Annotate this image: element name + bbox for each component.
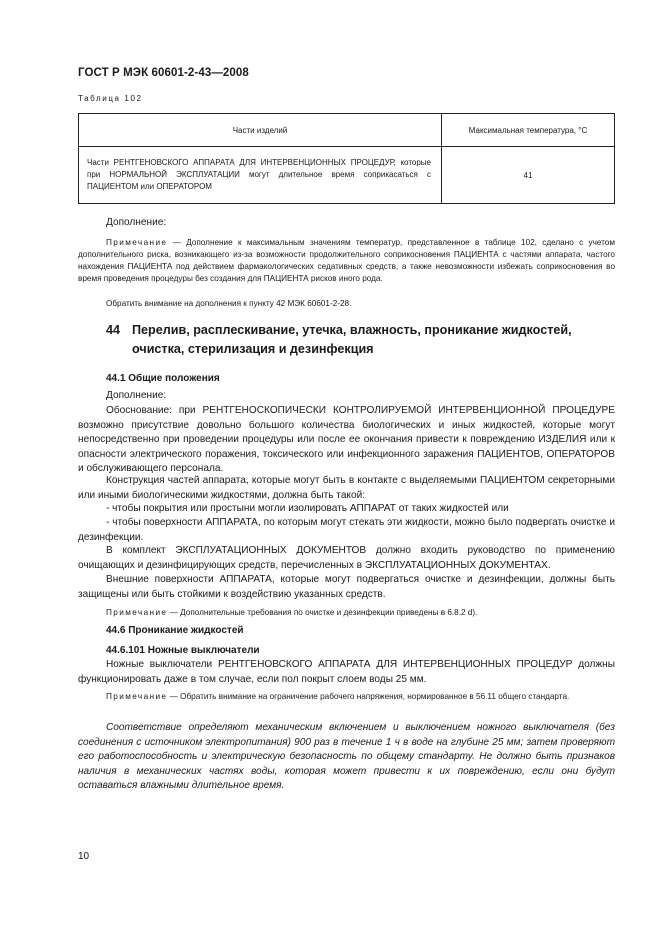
table-header-temperature: Максимальная температура, °С [442,114,615,147]
section-44-6-101-heading: 44.6.101 Ножные выключатели [106,645,260,656]
section-44-1-heading: 44.1 Общие положения [106,373,220,384]
note-1-text: — Дополнение к максимальным значениям температур, представленное в таблице 102, сделано с учетом дополнительного риска, возникающего из-за возможности продолжительного соприкосновения ПАЦИЕНТА с частями аппарата, частого нахождения ПАЦИЕНТА под действием фармакологических седативных средств, а также невозможности избежать соприкосновения во время проведения процедуры без создания для ПАЦИЕНТА рисков иного рода. [78,238,615,283]
section-44-heading [106,321,616,359]
section-44-1-paragraph-2: Конструкция частей аппарата, которые могут быть в контакте с выделяемыми ПАЦИЕНТОМ секреторными или иными биологическими жидкостями, должна быть такой: [78,475,615,501]
note-3 [78,691,615,703]
addition-label-2: Дополнение: [106,390,167,401]
section-44-title-line-2: очистка, стерилизация и дезинфекция [132,342,374,356]
table-cell-parts: Части РЕНТГЕНОВСКОГО АППАРАТА ДЛЯ ИНТЕРВЕНЦИОННЫХ ПРОЦЕДУР, которые при НОРМАЛЬНОЙ ЭКСПЛУАТАЦИИ могут длительное время соприкасаться с ПАЦИЕНТОМ или ОПЕРАТОРОМ [79,147,442,204]
section-44-1-paragraph-4: Внешние поверхности АППАРАТА, которые могут подвергаться очистке и дезинфекции, должны быть защищены или быть стойкими к воздействию указанных средств. [78,574,615,600]
table-header-row [79,114,615,147]
note-2-label: Примечание [106,608,168,617]
table-cell-temperature: 41 [442,147,615,204]
addition-label: Дополнение: [106,217,167,228]
section-44-6-101-paragraph: Ножные выключатели РЕНТГЕНОВСКОГО АППАРАТА ДЛЯ ИНТЕРВЕНЦИОННЫХ ПРОЦЕДУР должны функционировать даже в том случае, если пол покрыт слоем воды 25 мм. [78,659,615,685]
page-number: 10 [78,851,90,862]
table-header-parts: Части изделий [79,114,442,147]
note-2-text: — Дополнительные требования по очистке и дезинфекции приведены в 6.8.2 d). [167,608,478,617]
section-44-number: 44 [106,323,121,337]
note-1-reference: Обратить внимание на дополнения к пункту 42 МЭК 60601-2-28. [106,299,352,308]
section-44-title-line-1: Перелив, расплескивание, утечка, влажность, проникание жидкостей, [132,323,572,337]
table-caption: Таблица 102 [78,94,143,103]
compliance-paragraph: Соответствие определяют механическим включением и выключением ножного выключателя (без соединения с источником электропитания) 900 раз в течение 1 ч в воде на глубине 25 мм; затем проверяют его работоспособность и электрическую безопасность по общему стандарту. Не должно быть признаков наличия в механических частях воды, которая может привести к их повреждению, если они будут оставаться влажными длительное время. [78,722,615,792]
note-2 [78,607,615,619]
note-3-text: — Обратить внимание на ограничение рабочего напряжения, нормированное в 56.11 общего стандарта. [167,692,570,701]
note-3-label: Примечание [106,692,168,701]
table-row [79,147,615,204]
section-44-1-paragraph-3: В комплект ЭКСПЛУАТАЦИОННЫХ ДОКУМЕНТОВ должно входить руководство по применению очищающих и дезинфицирующих средств, перечисленных в ЭКСПЛУАТАЦИОННЫХ ДОКУМЕНТАХ. [78,545,615,571]
list-item-dash-2: - чтобы поверхности АППАРАТА, по которым могут стекать эти жидкости, можно было подвергать очистке и дезинфекции. [78,517,615,543]
note-1 [78,237,615,285]
section-44-6-heading: 44.6 Проникание жидкостей [106,625,244,636]
list-item-dash-1: - чтобы покрытия или простыни могли изолировать АППАРАТ от таких жидкостей или [106,503,509,514]
section-44-1-paragraph-1: Обоснование: при РЕНТГЕНОСКОПИЧЕСКИ КОНТРОЛИРУЕМОЙ ИНТЕРВЕНЦИОННОЙ ПРОЦЕДУРЕ возможно присутствие довольно большого количества биологических и иных жидкостей, которые могут непосредственно при проведении процедуры или после ее окончания привести к повреждению ИЗДЕЛИЯ или к опасности электрического поражения, токсического или инфекционного заражения ПАЦИЕНТОВ, ОПЕРАТОРОВ и обслуживающего персонала. [78,405,615,475]
note-1-label: Примечание [106,238,168,247]
document-header: ГОСТ Р МЭК 60601-2-43—2008 [78,67,249,79]
table-102 [78,113,615,204]
